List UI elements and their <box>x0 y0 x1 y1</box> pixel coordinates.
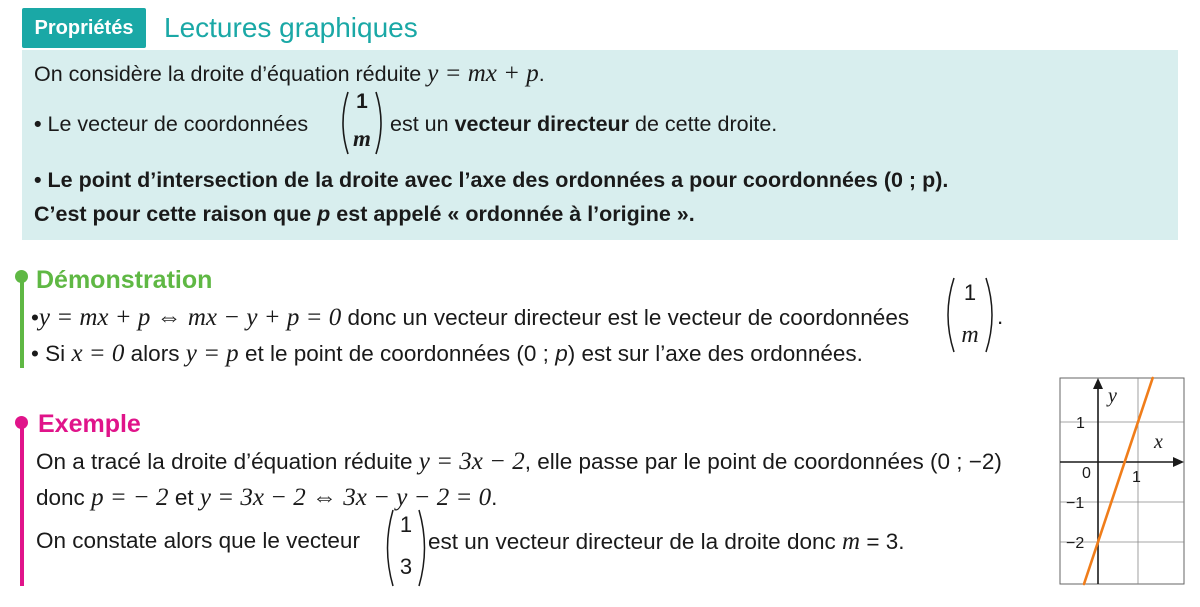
text: donc un vecteur directeur est le vecteur de coordonnées <box>347 305 910 330</box>
variable: p <box>317 202 331 226</box>
properties-line-1 <box>34 60 545 88</box>
tick-origin: 0 <box>1082 465 1091 482</box>
equation: p = − 2 <box>91 484 169 511</box>
demonstration-dot <box>15 270 28 283</box>
variable: p <box>555 341 568 366</box>
text: On a tracé la droite d’équation réduite <box>36 449 413 474</box>
direction-vector-1-m <box>338 90 386 156</box>
text: alors <box>130 341 180 366</box>
equation: y = 3x − 2 ⇔ 3x − y − 2 = 0 <box>199 484 492 511</box>
line-graph <box>1058 374 1188 586</box>
text: On considère la droite d’équation réduite <box>34 62 422 86</box>
result: y = p <box>185 340 239 367</box>
graph-frame <box>1060 378 1184 584</box>
tick-y-neg2: −2 <box>1066 535 1085 552</box>
example-line-3-end <box>428 528 905 556</box>
example-bar <box>20 418 24 586</box>
demonstration-bar <box>20 272 24 368</box>
example-dot <box>15 416 28 429</box>
equation: y = mx + p ⇔ mx − y + p = 0 <box>38 304 342 331</box>
text: de cette droite. <box>635 112 778 136</box>
text: et le point de coordonnées (0 ; <box>244 341 549 366</box>
properties-title: Lectures graphiques <box>164 12 418 43</box>
properties-line-2-end <box>390 112 777 137</box>
bullet: • <box>34 168 42 192</box>
vector-bottom: m <box>353 126 371 151</box>
text: est un <box>390 112 449 136</box>
x-axis-label: x <box>1154 431 1163 453</box>
properties-tag: Propriétés <box>22 8 146 48</box>
text: Le point d’intersection de la droite avec l’axe des ordonnées a pour coordonnées <box>47 168 878 192</box>
condition: x = 0 <box>71 340 125 367</box>
punct: . <box>942 168 949 192</box>
bullet: • <box>31 341 39 366</box>
bullet: • <box>34 112 42 136</box>
vector-top: 1 <box>399 512 413 537</box>
example-title: Exemple <box>38 410 141 438</box>
text: donc <box>36 485 85 510</box>
vector-bottom: m <box>961 322 979 348</box>
text: Le vecteur de coordonnées <box>47 112 309 136</box>
example-line-1 <box>36 448 1002 476</box>
demonstration-line-1-end: . <box>997 304 1004 329</box>
coordinates: (0 ; p) <box>883 168 943 192</box>
text: Si <box>45 341 66 366</box>
text: et <box>174 485 194 510</box>
demonstration-line-2 <box>31 340 863 368</box>
punct: . <box>491 485 498 510</box>
text: est appelé « ordonnée à l’origine ». <box>336 202 695 226</box>
properties-box <box>22 50 1178 240</box>
y-axis-label: y <box>1108 385 1117 407</box>
tick-y-1: 1 <box>1076 415 1085 432</box>
example-vector <box>382 508 430 588</box>
tick-y-neg1: −1 <box>1066 495 1085 512</box>
text: = 3. <box>866 529 905 554</box>
example-line-3 <box>36 528 360 554</box>
properties-line-2 <box>34 112 308 137</box>
vector-bottom: 3 <box>399 554 413 579</box>
keyword: vecteur directeur <box>454 112 630 136</box>
vector-top: 1 <box>356 90 368 113</box>
variable: m <box>842 528 861 555</box>
text: est un vecteur directeur de la droite donc <box>428 529 836 554</box>
text: On constate alors que le vecteur <box>36 528 360 553</box>
properties-line-4 <box>34 202 695 227</box>
equation: y = mx + p <box>427 60 539 87</box>
text: ) est sur l’axe des ordonnées. <box>567 341 863 366</box>
demonstration-line-1 <box>31 304 909 332</box>
vector-top: 1 <box>963 280 977 305</box>
text: , elle passe par le point de coordonnées (0 ; −2) <box>524 449 1002 474</box>
properties-line-3 <box>34 168 948 193</box>
punct: . <box>538 62 545 86</box>
tick-x-1: 1 <box>1132 469 1141 486</box>
demonstration-vector <box>942 276 998 354</box>
text: C’est pour cette raison que <box>34 202 312 226</box>
bullet: • <box>31 305 39 330</box>
demonstration-title: Démonstration <box>36 266 213 294</box>
equation: y = 3x − 2 <box>418 448 525 475</box>
